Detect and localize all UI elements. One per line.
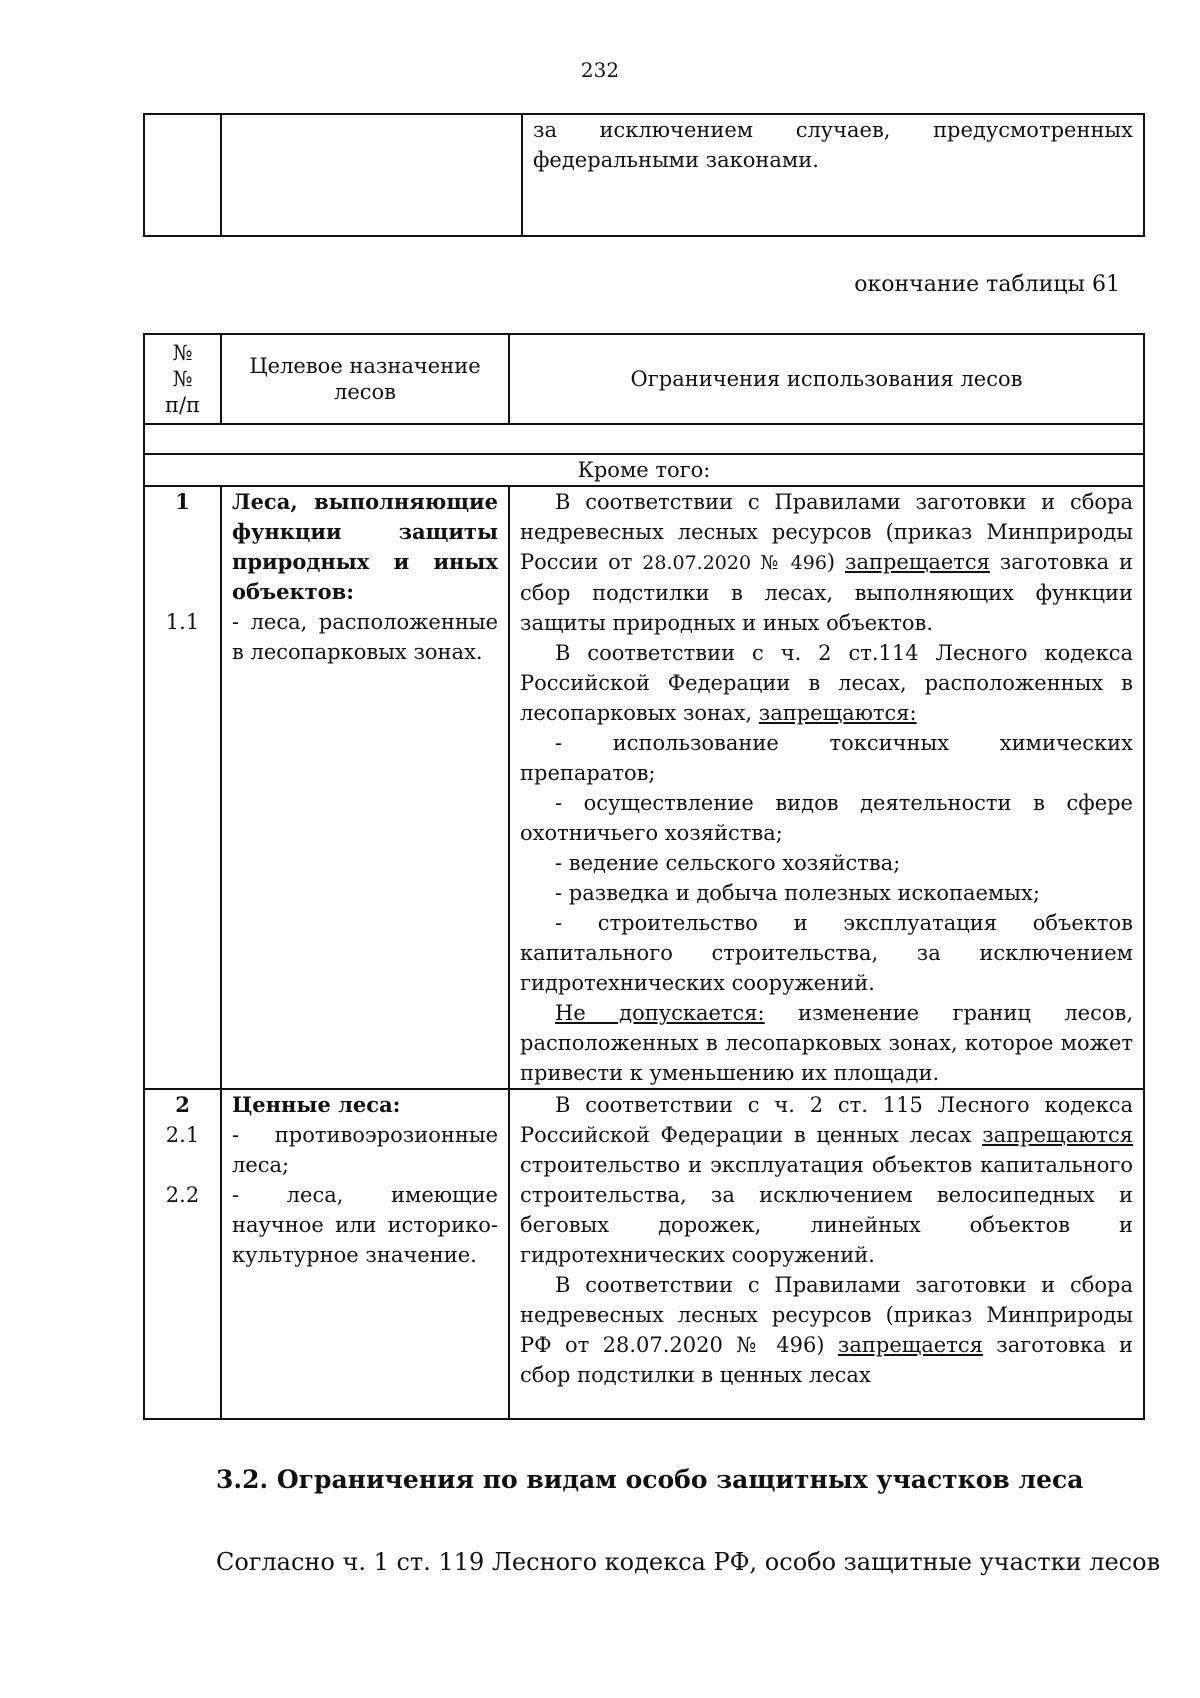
table-cell [221,114,522,236]
table-row-2 [144,1089,1144,1419]
row2-restrictions-cell [509,1089,1144,1419]
body-paragraph: Согласно ч. 1 ст. 119 Лесного кодекса РФ, особо защитные участки лесов [216,1548,1161,1576]
restrictions-table [143,333,1145,1420]
empty-cell [144,424,1144,454]
row1-purpose-cell [221,486,509,1089]
row1-restrictions-cell [509,486,1144,1089]
continuation-table [143,113,1145,237]
row1-num-cell [144,486,221,1089]
table-header-row [144,334,1144,424]
header-num-line1: № [172,341,193,365]
section-row [144,454,1144,486]
section-label: Кроме того: [144,454,1144,486]
table-cell [144,114,221,236]
row2-num: 2 [175,1092,190,1117]
list-item: - строительство и эксплуатация объектов капитального строительства, за исключением гидротехнических сооружений. [520,911,1133,995]
row2-paragraph-2: В соответствии с Правилами заготовки и сбора недревесных лесных ресурсов (приказ Минприроды РФ от 28.07.2020 № 496) запрещается заготовка и сбор подстилки в ценных лесах [520,1273,1133,1387]
page-number: 232 [580,58,620,82]
section-heading: 3.2. Ограничения по видам особо защитных участков леса [216,1465,1084,1494]
header-num-line2: № [172,367,193,391]
list-item: - ведение сельского хозяйства; [555,851,901,875]
header-num-line3: п/п [164,393,201,417]
row1-sub: - леса, расположенные в лесопарковых зонах. [232,610,498,664]
empty-row [144,424,1144,454]
row1-paragraph-1: В соответствии с Правилами заготовки и сбора недревесных лесных ресурсов (приказ Минприроды России от 28.07.2020 № 496) запрещается заготовка и сбор подстилки в лесах, выполняющих функции защиты природных и иных объектов. [520,490,1133,635]
list-item: - использование токсичных химических препаратов; [520,731,1133,785]
header-purpose-line2: лесов [334,380,396,404]
table-row [144,114,1144,236]
header-purpose-line1: Целевое назначение [249,354,481,378]
list-item: - осуществление видов деятельности в сфере охотничьего хозяйства; [520,791,1133,845]
table-caption: окончание таблицы 61 [854,272,1120,297]
row1-subnum: 1.1 [165,610,200,634]
row2-num-cell [144,1089,221,1419]
row1-num: 1 [175,489,190,514]
table-row-1 [144,486,1144,1089]
header-purpose [221,334,509,424]
row1-paragraph-3: Не допускается: изменение границ лесов, расположенных в лесопарковых зонах, которое может привести к уменьшению их площади. [520,1001,1133,1085]
row1-title: Леса, выполняющие функции защиты природных и иных объектов: [232,489,498,604]
row1-paragraph-2: В соответствии с ч. 2 ст.114 Лесного кодекса Российской Федерации в лесах, расположенных в лесопарковых зонах, запрещаются: [520,641,1133,725]
row2-sub2: - леса, имеющие научное или историко-культурное значение. [232,1183,498,1267]
row2-sub1-num: 2.1 [165,1123,200,1147]
header-num [144,334,221,424]
row2-purpose-cell [221,1089,509,1419]
row2-paragraph-1: В соответствии с ч. 2 ст. 115 Лесного кодекса Российской Федерации в ценных лесах запрещаются строительство и эксплуатация объектов капитального строительства, за исключением велосипедных и беговых дорожек, линейных объектов и гидротехнических сооружений. [520,1093,1133,1267]
continuation-text: за исключением случаев, предусмотренных федеральными законами. [522,114,1144,236]
list-item: - разведка и добыча полезных ископаемых; [555,881,1040,905]
row2-sub2-num: 2.2 [165,1183,200,1207]
row2-title: Ценные леса: [232,1092,401,1117]
row2-sub1: - противоэрозионные леса; [232,1123,498,1177]
header-restrictions: Ограничения использования лесов [509,334,1144,424]
